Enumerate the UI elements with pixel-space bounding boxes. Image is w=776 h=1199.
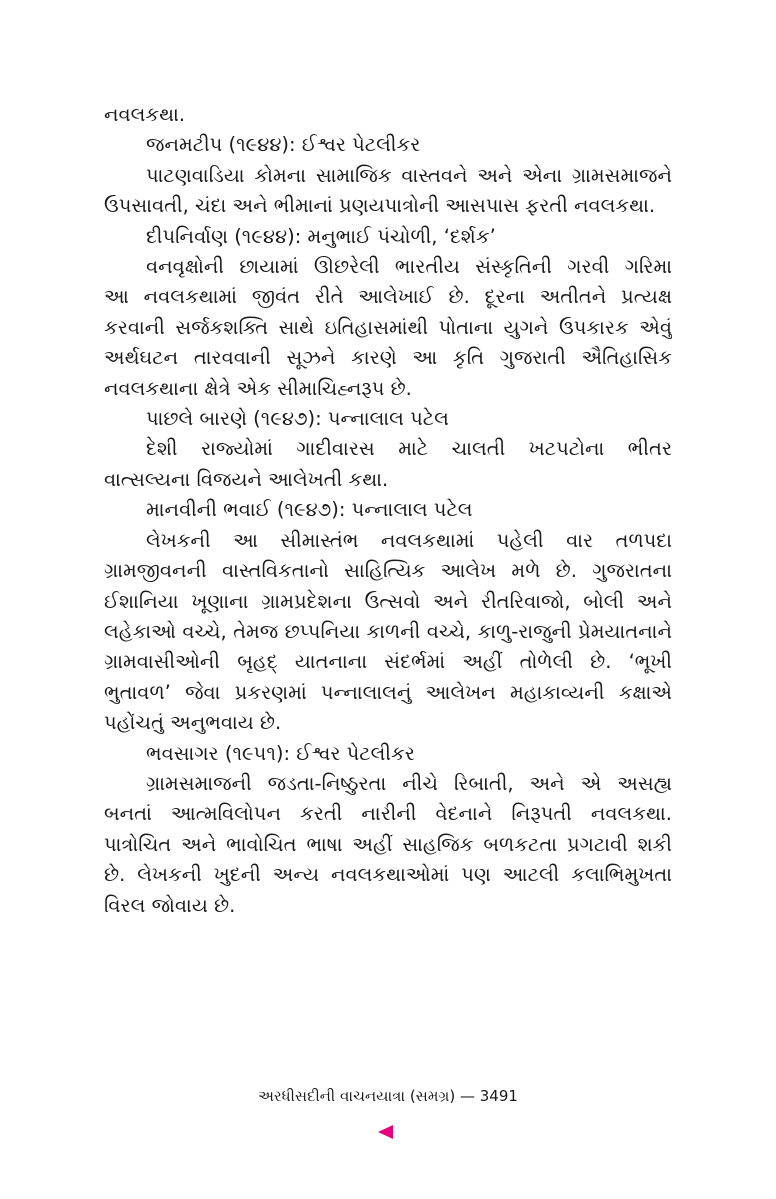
book-heading-manvini-bhavai: માનવીની ભવાઈ (૧૯૪૭): પન્નાલાલ પટેલ [146,498,473,522]
text-line: નવલકથા. [104,103,186,126]
text-line: ગ્રામજીવનની વાસ્તવિકતાનો સાહિત્યિક આલેખ મળે છે. ગુજરાતના [104,559,672,583]
previous-page-arrow-icon[interactable] [378,1125,393,1139]
body-text [104,100,672,921]
text-line: નવલકથાના ક્ષેત્રે એક સીમાચિહ્નરૂપ છે. [104,376,412,400]
text-line: ઈશાનિયા ખૂણાના ગ્રામપ્રદેશના ઉત્સવો અને રીતરિવાજો, બોલી અને [104,589,672,613]
text-line: કરવાની સર્જકશક્તિ સાથે ઇતિહાસમાંથી પોતાના યુગને ઉપકારક એવું [104,315,672,339]
book-heading-dipnirvan: દીપનિર્વાણ (૧૯૪૪): મનુભાઈ પંચોળી, ‘દર્શક’ [146,224,496,248]
text-line: દેશી રાજ્યોમાં ગાદીવારસ માટે ચાલતી ખટપટોના ભીતર [146,437,672,461]
text-line: છે. લેખકની ખુદની અન્ય નવલકથાઓમાં પણ આટલી કલાભિમુખતા [104,863,672,887]
text-line: ભુતાવળ’ જેવા પ્રકરણમાં પન્નાલાલનું આલેખન મહાકાવ્યની કક્ષાએ [104,680,672,704]
book-heading-janamtip: જનમટીપ (૧૯૪૪): ઈશ્વર પેટલીકર [146,133,421,157]
text-line: આ નવલકથામાં જીવંત રીતે આલેખાઈ છે. દૂરના અતીતને પ્રત્યક્ષ [104,285,672,309]
text-line: પાત્રોચિત અને ભાવોચિત ભાષા અહીં સાહજિક બળકટતા પ્રગટાવી શકી [104,832,672,856]
text-line: લહેકાઓ વચ્ચે, તેમજ છપ્પનિયા કાળની વચ્ચે, કાળુ-રાજુની પ્રેમયાતનાને [104,619,672,643]
text-line: ઉપસાવતી, ચંદા અને ભીમાનાં પ્રણયપાત્રોની આસપાસ ફરતી નવલકથા. [104,194,656,218]
text-line: ગ્રામવાસીઓની બૃહદ્ યાતનાના સંદર્ભમાં અહીં તોળેલી છે. ‘ભૂખી [104,650,672,674]
text-line: ગ્રામસમાજની જડતા-નિષ્ઠુરતા નીચે રિબાતી, અને એ અસહ્ય [146,771,672,795]
book-heading-pachhle-barne: પાછલે બારણે (૧૯૪૭): પન્નાલાલ પટેલ [146,407,449,431]
text-line: બનતાં આત્મવિલોપન કરતી નારીની વેદનાને નિરૂપતી નવલકથા. [104,802,672,826]
text-line: લેખકની આ સીમાસ્તંભ નવલકથામાં પહેલી વાર તળપદા [146,528,672,552]
text-line: અર્થઘટન તારવવાની સૂઝને કારણે આ કૃતિ ગુજરાતી ઐતિહાસિક [104,346,672,370]
text-line: પાટણવાડિયા કોમના સામાજિક વાસ્તવને અને એના ગ્રામસમાજને [146,163,672,187]
text-line: વિરલ જોવાય છે. [104,893,236,917]
text-line: પહોંચતું અનુભવાય છે. [104,711,282,735]
book-heading-bhavsagar: ભવસાગર (૧૯૫૧): ઈશ્વર પેટલીકર [146,741,415,765]
text-line: વાત્સલ્યના વિજયને આલેખતી કથા. [104,467,389,491]
page-footer: અરધીસદીની વાચનયાત્રા (સમગ્ર) — 3491 [258,1087,518,1105]
text-line: વનવૃક્ષોની છાયામાં ઊછરેલી ભારતીય સંસ્કૃતિની ગરવી ગરિમા [146,255,672,279]
